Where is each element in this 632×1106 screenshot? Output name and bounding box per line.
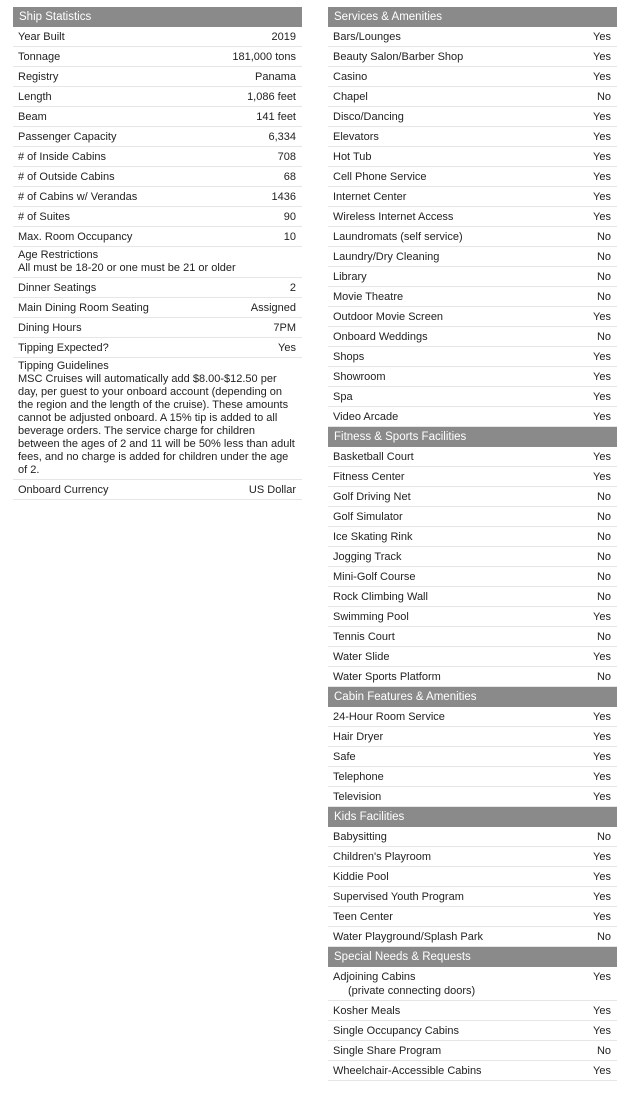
fitness-row: [328, 547, 617, 567]
ship-stat-row-label: Max. Room Occupancy: [18, 230, 133, 243]
fitness-row: [328, 487, 617, 507]
fitness-row-value: No: [596, 670, 611, 683]
service-row-value: Yes: [593, 390, 611, 403]
fitness-row-label: Mini-Golf Course: [333, 570, 416, 583]
service-row-label: Outdoor Movie Screen: [333, 310, 444, 323]
service-row-label: Casino: [333, 70, 368, 83]
service-row-value: No: [596, 330, 611, 343]
kids-facility-row-label: Children's Playroom: [333, 850, 432, 863]
service-row-value: Yes: [593, 110, 611, 123]
service-row: [328, 347, 617, 367]
service-row-label: Elevators: [333, 130, 379, 143]
special-needs-row: [328, 1001, 617, 1021]
kids-facility-row: [328, 827, 617, 847]
ship-stat-row-value: Panama: [255, 70, 296, 83]
service-row-value: Yes: [593, 170, 611, 183]
special-needs-header: Special Needs & Requests: [328, 947, 617, 967]
cabin-feature-row: [328, 707, 617, 727]
cabin-feature-row: [328, 787, 617, 807]
service-row: [328, 67, 617, 87]
ship-stat-row-value: 1436: [271, 190, 296, 203]
fitness-row-label: Golf Driving Net: [333, 490, 411, 503]
tipping-guidelines-row: [13, 358, 302, 480]
fitness-row: [328, 447, 617, 467]
service-row: [328, 387, 617, 407]
fitness-sports-header: Fitness & Sports Facilities: [328, 427, 617, 447]
ship-stat-row-label: # of Inside Cabins: [18, 150, 107, 163]
fitness-row-label: Rock Climbing Wall: [333, 590, 428, 603]
fitness-row-value: Yes: [593, 450, 611, 463]
fitness-row-value: Yes: [593, 610, 611, 623]
ship-stat-row: [13, 338, 302, 358]
service-row-label: Onboard Weddings: [333, 330, 428, 343]
service-row: [328, 27, 617, 47]
special-needs-row-value: Yes: [593, 1024, 611, 1037]
service-row-value: Yes: [593, 410, 611, 423]
service-row: [328, 227, 617, 247]
age-restrictions-note: All must be 18-20 or one must be 21 or older: [18, 262, 236, 274]
amenities-panel: [328, 7, 617, 1081]
cabin-feature-row: [328, 767, 617, 787]
kids-facility-row-value: Yes: [593, 850, 611, 863]
cabin-feature-row-value: Yes: [593, 770, 611, 783]
fitness-row-value: No: [596, 490, 611, 503]
ship-stat-row-label: # of Outside Cabins: [18, 170, 115, 183]
fitness-row-label: Tennis Court: [333, 630, 395, 643]
service-row: [328, 367, 617, 387]
service-row-label: Movie Theatre: [333, 290, 404, 303]
kids-facility-row: [328, 907, 617, 927]
cabin-feature-row-label: Television: [333, 790, 382, 803]
ship-stat-row-value: 2: [289, 281, 296, 294]
service-row: [328, 307, 617, 327]
service-row: [328, 87, 617, 107]
ship-stat-row: [13, 278, 302, 298]
ship-stat-row: [13, 298, 302, 318]
ship-stat-row: [13, 47, 302, 67]
ship-stat-row-label: Tipping Expected?: [18, 341, 109, 354]
service-row-label: Video Arcade: [333, 410, 399, 423]
service-row: [328, 407, 617, 427]
adjoining-cabins-sub: (private connecting doors): [348, 985, 476, 997]
fitness-row-value: No: [596, 530, 611, 543]
cabin-feature-row-value: Yes: [593, 730, 611, 743]
service-row-value: Yes: [593, 190, 611, 203]
ship-stat-row-value: 7PM: [273, 321, 296, 334]
kids-facility-row: [328, 887, 617, 907]
special-needs-row-label: Single Share Program: [333, 1044, 442, 1057]
onboard-currency-label: Onboard Currency: [18, 483, 109, 496]
ship-stat-row: [13, 167, 302, 187]
fitness-row: [328, 467, 617, 487]
service-row-label: Cell Phone Service: [333, 170, 427, 183]
fitness-row-label: Water Slide: [333, 650, 390, 663]
service-row-value: Yes: [593, 350, 611, 363]
ship-stat-row: [13, 127, 302, 147]
fitness-row: [328, 507, 617, 527]
fitness-row: [328, 627, 617, 647]
service-row-value: Yes: [593, 30, 611, 43]
service-row-label: Bars/Lounges: [333, 30, 401, 43]
kids-facility-row: [328, 867, 617, 887]
fitness-row-label: Basketball Court: [333, 450, 414, 463]
ship-stat-row-label: Passenger Capacity: [18, 130, 117, 143]
ship-stat-row-value: 90: [283, 210, 296, 223]
ship-stat-row: [13, 107, 302, 127]
fitness-row: [328, 567, 617, 587]
fitness-row-label: Fitness Center: [333, 470, 405, 483]
ship-stat-row: [13, 227, 302, 247]
fitness-row-value: No: [596, 630, 611, 643]
ship-stat-row-label: Main Dining Room Seating: [18, 301, 149, 314]
cabin-feature-row-label: 24-Hour Room Service: [333, 710, 445, 723]
fitness-row: [328, 607, 617, 627]
kids-facilities-header: Kids Facilities: [328, 807, 617, 827]
service-row-value: No: [596, 290, 611, 303]
ship-stat-row-value: 68: [283, 170, 296, 183]
fitness-row-label: Jogging Track: [333, 550, 402, 563]
service-row-label: Chapel: [333, 90, 368, 103]
ship-stat-row: [13, 67, 302, 87]
cabin-feature-row-value: Yes: [593, 790, 611, 803]
ship-stat-row: [13, 187, 302, 207]
service-row-value: Yes: [593, 310, 611, 323]
cabin-features-header: Cabin Features & Amenities: [328, 687, 617, 707]
fitness-row: [328, 527, 617, 547]
kids-facility-row-label: Teen Center: [333, 910, 393, 923]
cabin-feature-row-value: Yes: [593, 750, 611, 763]
fitness-row-value: No: [596, 570, 611, 583]
tipping-guidelines-note: MSC Cruises will automatically add $8.00-$12.50 per day, per guest to your onboard account (depending on the region and the length of the cruise). These amounts cannot be adjusted onboard. A 15% tip is added to all beverage orders. The service charge for children between the ages of 2 and 11 will be 50% less than adult fees, and no charge is added for children under the age of 2.: [18, 373, 295, 476]
kids-facility-row-label: Babysitting: [333, 830, 387, 843]
ship-stat-row-label: Dinner Seatings: [18, 281, 97, 294]
service-row: [328, 247, 617, 267]
fitness-row: [328, 647, 617, 667]
service-row-value: Yes: [593, 370, 611, 383]
service-row-label: Disco/Dancing: [333, 110, 404, 123]
ship-stat-row-label: Dining Hours: [18, 321, 82, 334]
service-row: [328, 187, 617, 207]
fitness-row-value: Yes: [593, 650, 611, 663]
special-needs-row: [328, 1041, 617, 1061]
age-restrictions-row: [13, 247, 302, 278]
ship-stat-row-value: 2019: [271, 30, 296, 43]
kids-facility-row-value: Yes: [593, 890, 611, 903]
services-amenities-header: Services & Amenities: [328, 7, 617, 27]
ship-stat-row-label: Year Built: [18, 30, 65, 43]
kids-facility-row-value: Yes: [593, 870, 611, 883]
ship-stat-row-value: Yes: [278, 341, 296, 354]
onboard-currency-row: [13, 480, 302, 500]
ship-stat-row-label: Beam: [18, 110, 47, 123]
ship-stat-row-label: Registry: [18, 70, 59, 83]
service-row: [328, 167, 617, 187]
ship-stat-row: [13, 207, 302, 227]
ship-stat-row-value: 1,086 feet: [247, 90, 296, 103]
cabin-feature-row: [328, 727, 617, 747]
kids-facility-row-label: Water Playground/Splash Park: [333, 930, 483, 943]
onboard-currency-value: US Dollar: [248, 483, 296, 496]
fitness-row-label: Ice Skating Rink: [333, 530, 413, 543]
special-needs-row-label: Single Occupancy Cabins: [333, 1024, 459, 1037]
ship-stat-row-value: 708: [277, 150, 296, 163]
fitness-row-value: No: [596, 510, 611, 523]
special-needs-row-label: Kosher Meals: [333, 1004, 401, 1017]
service-row-value: Yes: [593, 50, 611, 63]
cabin-feature-row-value: Yes: [593, 710, 611, 723]
service-row-label: Spa: [333, 390, 353, 403]
special-needs-row-label: Wheelchair-Accessible Cabins: [333, 1064, 482, 1077]
service-row-value: No: [596, 230, 611, 243]
ship-stat-row-value: Assigned: [250, 301, 296, 314]
service-row-label: Internet Center: [333, 190, 407, 203]
fitness-row: [328, 667, 617, 687]
adjoining-cabins-label: Adjoining Cabins: [333, 971, 416, 983]
ship-stat-row: [13, 87, 302, 107]
service-row-value: No: [596, 250, 611, 263]
ship-stat-row: [13, 147, 302, 167]
fitness-row: [328, 587, 617, 607]
ship-stat-row-label: # of Cabins w/ Verandas: [18, 190, 138, 203]
service-row: [328, 207, 617, 227]
special-needs-row: [328, 1061, 617, 1081]
service-row-label: Beauty Salon/Barber Shop: [333, 50, 464, 63]
ship-stat-row-label: Length: [18, 90, 52, 103]
ship-stat-row: [13, 318, 302, 338]
kids-facility-row: [328, 847, 617, 867]
fitness-row-label: Water Sports Platform: [333, 670, 441, 683]
ship-statistics-header: Ship Statistics: [13, 7, 302, 27]
service-row: [328, 107, 617, 127]
fitness-row-value: No: [596, 550, 611, 563]
special-needs-row-value: Yes: [593, 1064, 611, 1077]
service-row-label: Laundry/Dry Cleaning: [333, 250, 440, 263]
ship-stat-row-value: 141 feet: [256, 110, 296, 123]
kids-facility-row-label: Kiddie Pool: [333, 870, 389, 883]
kids-facility-row-label: Supervised Youth Program: [333, 890, 464, 903]
service-row: [328, 327, 617, 347]
service-row: [328, 47, 617, 67]
service-row: [328, 267, 617, 287]
service-row-label: Shops: [333, 350, 365, 363]
service-row-value: Yes: [593, 70, 611, 83]
adjoining-cabins-row: [328, 967, 617, 1001]
ship-stat-row-value: 6,334: [268, 130, 296, 143]
service-row-label: Library: [333, 270, 367, 283]
cabin-feature-row-label: Telephone: [333, 770, 384, 783]
kids-facility-row-value: Yes: [593, 910, 611, 923]
service-row-label: Wireless Internet Access: [333, 210, 454, 223]
cabin-feature-row: [328, 747, 617, 767]
kids-facility-row: [328, 927, 617, 947]
ship-stat-row-label: # of Suites: [18, 210, 70, 223]
service-row-label: Hot Tub: [333, 150, 372, 163]
ship-stat-row: [13, 27, 302, 47]
ship-stat-row-label: Tonnage: [18, 50, 61, 63]
fitness-row-value: Yes: [593, 470, 611, 483]
service-row: [328, 127, 617, 147]
ship-statistics-panel: [13, 7, 302, 500]
tipping-guidelines-label: Tipping Guidelines: [18, 360, 109, 372]
fitness-row-value: No: [596, 590, 611, 603]
service-row-value: Yes: [593, 130, 611, 143]
service-row: [328, 147, 617, 167]
service-row-value: No: [596, 270, 611, 283]
fitness-row-label: Golf Simulator: [333, 510, 403, 523]
adjoining-cabins-value: Yes: [593, 971, 611, 983]
service-row-label: Laundromats (self service): [333, 230, 463, 243]
service-row-value: Yes: [593, 210, 611, 223]
special-needs-row-value: No: [596, 1044, 611, 1057]
cabin-feature-row-label: Hair Dryer: [333, 730, 384, 743]
fitness-row-label: Swimming Pool: [333, 610, 409, 623]
service-row-value: Yes: [593, 150, 611, 163]
ship-stat-row-value: 10: [283, 230, 296, 243]
cabin-feature-row-label: Safe: [333, 750, 356, 763]
kids-facility-row-value: No: [596, 830, 611, 843]
service-row-label: Showroom: [333, 370, 386, 383]
ship-stat-row-value: 181,000 tons: [232, 50, 296, 63]
age-restrictions-label: Age Restrictions: [18, 249, 99, 261]
special-needs-row: [328, 1021, 617, 1041]
special-needs-row-value: Yes: [593, 1004, 611, 1017]
service-row: [328, 287, 617, 307]
kids-facility-row-value: No: [596, 930, 611, 943]
service-row-value: No: [596, 90, 611, 103]
